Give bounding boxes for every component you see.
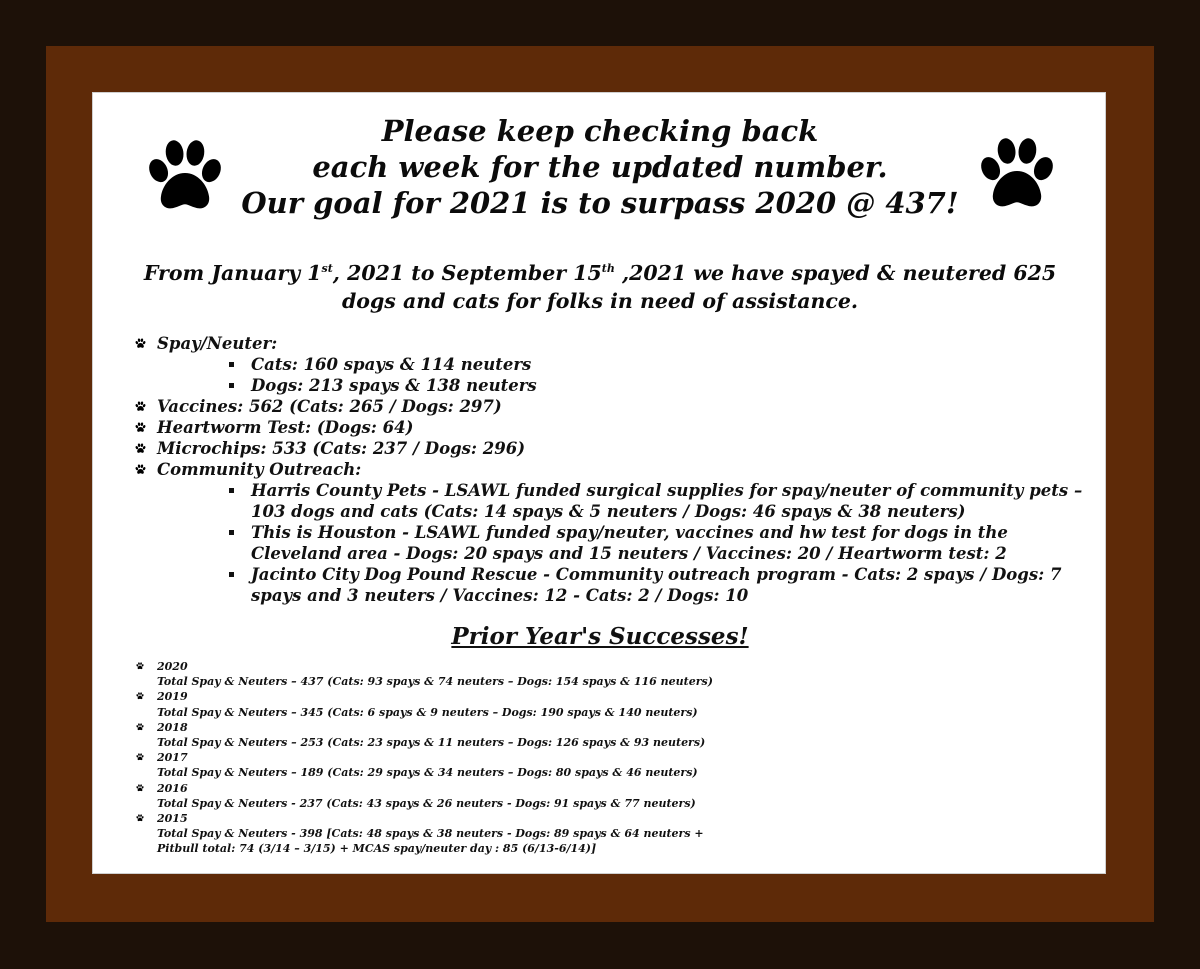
prior-years-title: Prior Year's Successes! [451,623,749,650]
year-detail: Total Spay & Neuters – 345 (Cats: 6 spays & 9 neuters – Dogs: 190 spays & 140 neuters) [157,705,698,719]
intro-sup-1: st [321,262,333,276]
list-item [133,354,1093,375]
intro-text-1: From January 1 [143,261,322,285]
paw-bullet-icon [136,692,144,700]
list-item [133,459,1093,480]
list-item [133,396,1093,417]
outreach-jacinto: Jacinto City Dog Pound Rescue - Community outreach program - Cats: 2 spays / Dogs: 7 spays and 3 neuters / Vaccines: 12 - Cats: 2 / Dogs: 10 [251,565,1062,605]
square-bullet [229,488,234,493]
outreach-houston: This is Houston - LSAWL funded spay/neuter, vaccines and hw test for dogs in the Cleveland area - Dogs: 20 spays and 15 neuters / Vaccines: 20 / Heartworm test: 2 [251,523,1008,563]
spay-neuter-label: Spay/Neuter: [157,334,278,353]
year-label: 2020 [157,660,188,673]
year-detail: Total Spay & Neuters - 237 (Cats: 43 spays & 26 neuters - Dogs: 91 spays & 77 neuters) [157,796,696,810]
intro-text-2: , 2021 to September 15 [332,261,602,285]
year-label: 2019 [157,690,188,704]
square-bullet [229,362,234,367]
list-item [133,659,1093,674]
square-bullet [229,572,234,577]
year-detail: Total Spay & Neuters – 189 (Cats: 29 spays & 34 neuters – Dogs: 80 spays & 46 neuters) [157,766,698,780]
list-item [133,720,1093,735]
intro-line-2: dogs and cats for folks in need of assistance. [341,289,859,313]
paw-bullet-icon [136,753,144,761]
headline-line-1: Please keep checking back [381,114,819,148]
cats-stat: Cats: 160 spays & 114 neuters [251,355,532,374]
year-label: 2017 [157,751,188,765]
list-item [133,689,1093,704]
year-detail: Pitbull total: 74 (3/14 – 3/15) + MCAS spay/neuter day : 85 (6/13-6/14)] [157,842,597,856]
year-detail: Total Spay & Neuters – 253 (Cats: 23 spays & 11 neuters – Dogs: 126 spays & 93 neuters) [157,736,706,750]
paw-bullet-icon [136,723,144,731]
microchips-stat: Microchips: 533 (Cats: 237 / Dogs: 296) [157,439,525,458]
list-item [133,522,1093,564]
square-bullet [229,530,234,535]
outreach-label: Community Outreach: [157,460,362,479]
year-detail: Total Spay & Neuters – 437 (Cats: 93 spays & 74 neuters – Dogs: 154 spays & 116 neuters) [157,675,713,689]
notice-panel [92,92,1106,874]
intro-sup-2: th [601,262,615,276]
outreach-harris: Harris County Pets - LSAWL funded surgical supplies for spay/neuter of community pets – 103 dogs and cats (Cats: 14 spays & 5 neuters / Dogs: 46 spays & 38 neuters) [251,481,1083,521]
paw-bullet-icon [135,464,146,475]
prior-years-list [133,659,1093,857]
year-detail: Total Spay & Neuters - 398 [Cats: 48 spays & 38 neuters - Dogs: 89 spays & 64 neuters + [157,827,704,841]
year-label: 2016 [157,781,188,795]
stats-list [133,333,1093,606]
heartworm-stat: Heartworm Test: (Dogs: 64) [157,418,414,437]
list-item [133,375,1093,396]
headline [93,113,1107,221]
paw-bullet-icon [135,401,146,412]
square-bullet [229,383,234,388]
headline-line-2: each week for the updated number. [312,150,888,184]
year-label: 2018 [157,720,188,734]
paw-bullet-icon [135,338,146,349]
paw-bullet-icon [136,784,144,792]
list-item [133,781,1093,796]
vaccines-stat: Vaccines: 562 (Cats: 265 / Dogs: 297) [157,397,502,416]
paw-bullet-icon [136,662,144,670]
intro-paragraph [113,259,1087,315]
dogs-stat: Dogs: 213 spays & 138 neuters [251,376,537,395]
paw-bullet-icon [135,422,146,433]
list-item [133,750,1093,765]
list-item [133,564,1093,606]
paw-bullet-icon [136,814,144,822]
list-item [133,480,1093,522]
list-item [133,438,1093,459]
year-label: 2015 [157,812,188,826]
list-item [133,417,1093,438]
paw-bullet-icon [135,443,146,454]
list-item [133,811,1093,826]
headline-line-3: Our goal for 2021 is to surpass 2020 @ 437! [241,186,959,220]
list-item [133,333,1093,354]
intro-text-3: ,2021 we have spayed & neutered 625 [614,261,1057,285]
